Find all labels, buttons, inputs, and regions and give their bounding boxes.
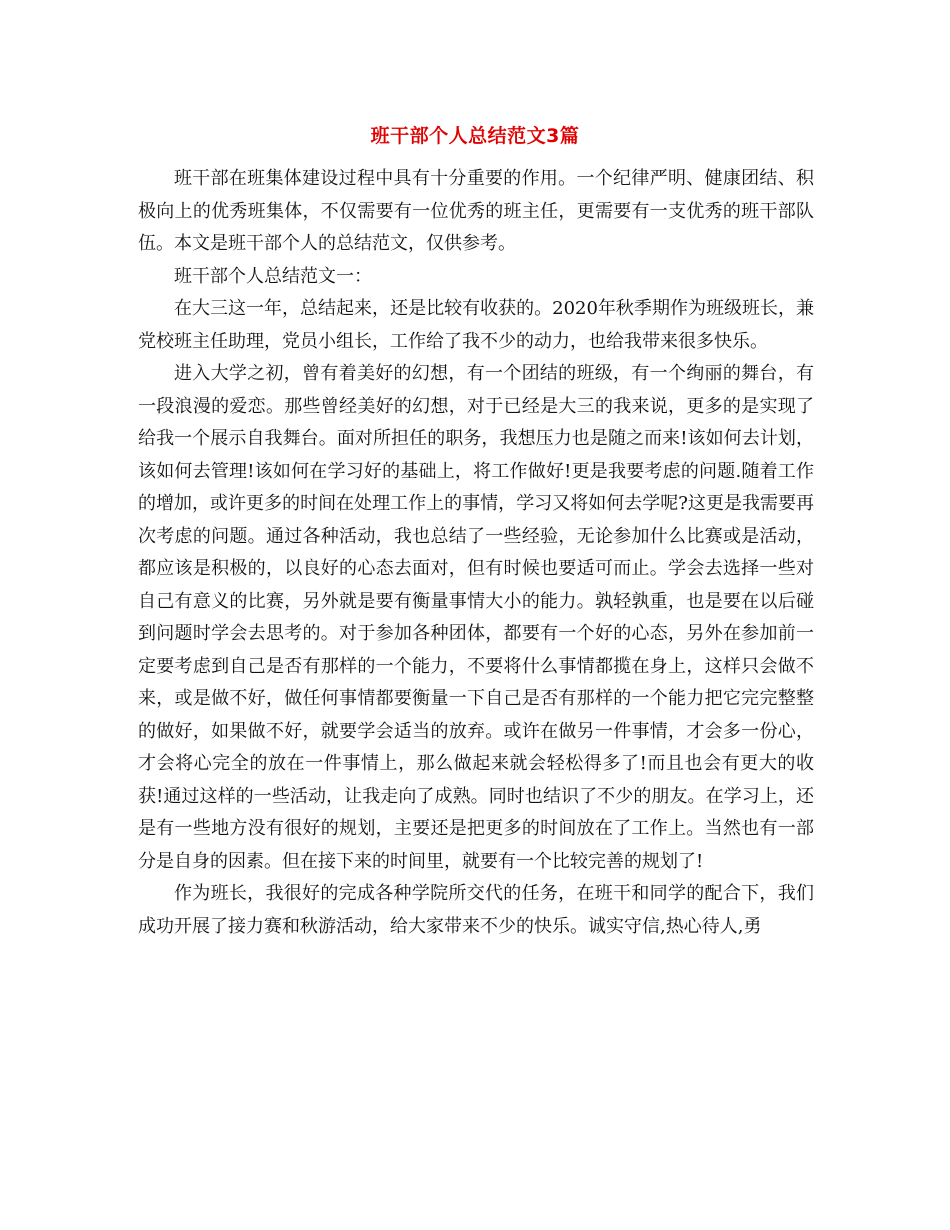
document-title: 班干部个人总结范文3篇 bbox=[370, 125, 580, 147]
body-paragraph: 在大三这一年，总结起来，还是比较有收获的。2020年秋季期作为班级班长，兼党校班主任助理，党员小组长，工作给了我不少的动力，也给我带来很多快乐。 bbox=[138, 298, 814, 352]
body-paragraph: 进入大学之初，曾有着美好的幻想，有一个团结的班级，有一个绚丽的舞台，有一段浪漫的爱恋。那些曾经美好的幻想，对于已经是大三的我来说，更多的是实现了给我一个展示自我舞台。面对所担任的职务，我想压力也是随之而来!该如何去计划，该如何去管理!该如何在学习好的基础上，将工作做好!更是我要考虑的问题.随着工作的增加，或许更多的时间在处理工作上的事情，学习又将如何去学呢?这更是我需要再次考虑的问题。通过各种活动，我也总结了一些经验，无论参加什么比赛或是活动，都应该是积极的，以良好的心态去面对，但有时候也要适可而止。学会去选择一些对自己有意义的比赛，另外就是要有衡量事情大小的能力。孰轻孰重，也是要在以后碰到问题时学会去思考的。对于参加各种团体，都要有一个好的心态，另外在参加前一定要考虑到自己是否有那样的一个能力，不要将什么事情都揽在身上，这样只会做不来，或是做不好，做任何事情都要衡量一下自己是否有那样的一个能力把它完完整整的做好，如果做不好，就要学会适当的放弃。或许在做另一件事情，才会多一份心，才会将心完全的放在一件事情上，那么做起来就会轻松得多了!而且也会有更大的收获!通过这样的一些活动，让我走向了成熟。同时也结识了不少的朋友。在学习上，还是有一些地方没有很好的规划，主要还是把更多的时间放在了工作上。当然也有一部分是自身的因素。但在接下来的时间里，就要有一个比较完善的规划了! bbox=[138, 363, 814, 872]
intro-paragraph: 班干部在班集体建设过程中具有十分重要的作用。一个纪律严明、健康团结、积极向上的优秀班集体，不仅需要有一位优秀的班主任，更需要有一支优秀的班干部队伍。本文是班干部个人的总结范文，仅供参考。 bbox=[138, 168, 814, 254]
section-heading: 班干部个人总结范文一： bbox=[174, 265, 372, 287]
document-body bbox=[138, 163, 814, 943]
body-paragraph: 作为班长，我很好的完成各种学院所交代的任务，在班干和同学的配合下，我们成功开展了接力赛和秋游活动，给大家带来不少的快乐。诚实守信,热心待人,勇 bbox=[138, 883, 814, 937]
